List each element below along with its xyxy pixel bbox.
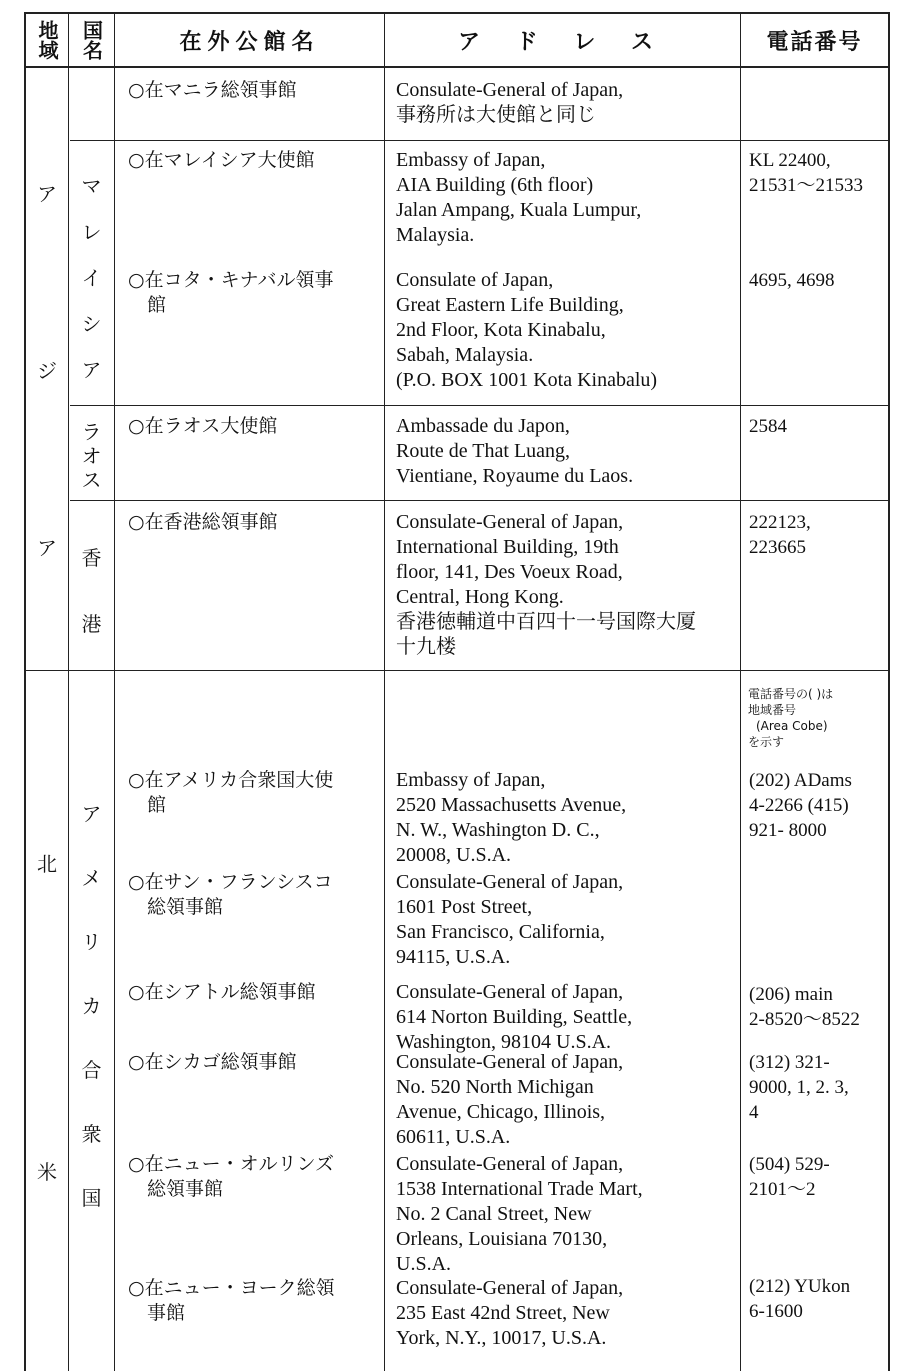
note-line: を示す — [748, 735, 785, 749]
mission-name — [128, 1276, 335, 1326]
rule-malaysia-laos — [70, 405, 888, 406]
mission-address — [396, 268, 657, 393]
mission-col-rule — [384, 12, 385, 1371]
rule-laos-hongkong — [70, 500, 888, 501]
mission-line: ○在マニラ総領事館 — [128, 79, 297, 101]
address-line: No. 520 North Michigan — [396, 1076, 594, 1098]
country-usa — [69, 798, 114, 1211]
phone-line: KL 22400, — [749, 150, 831, 171]
address-line: (P.O. BOX 1001 Kota Kinabalu) — [396, 369, 658, 391]
mission-address — [396, 414, 633, 489]
address-line: Consulate-General of Japan, — [396, 1153, 624, 1175]
address-line: Embassy of Japan, — [396, 149, 546, 171]
mission-name — [128, 1050, 297, 1075]
phone-line: (206) main — [749, 984, 833, 1005]
phone-line: (504) 529- — [749, 1154, 830, 1175]
header-phone-text: 電話番号 — [766, 29, 863, 55]
address-line: York, N.Y., 10017, U.S.A. — [396, 1327, 607, 1349]
country-malaysia — [69, 170, 114, 383]
mission-name — [128, 268, 333, 318]
region-char: ア — [37, 182, 57, 206]
region-char: 米 — [37, 1160, 57, 1184]
address-line: 20008, U.S.A. — [396, 844, 512, 866]
phone-line: (312) 321- — [749, 1052, 830, 1073]
mission-address — [396, 1152, 643, 1277]
mission-name — [128, 870, 333, 920]
country-col-rule — [114, 12, 115, 1371]
mission-line: 総領事館 — [128, 896, 224, 918]
right-border — [888, 12, 890, 1371]
address-line: N. W., Washington D. C., — [396, 819, 600, 841]
rule-asia-northamerica — [24, 670, 890, 671]
country-char: ラ — [81, 420, 102, 444]
address-line: 2520 Massachusetts Avenue, — [396, 794, 627, 816]
mission-line: ○在ニュー・オルリンズ — [128, 1153, 335, 1175]
country-char: 香 — [81, 546, 102, 570]
mission-address — [396, 78, 623, 128]
mission-phone — [749, 1050, 849, 1125]
rule-manila-malaysia — [70, 140, 888, 141]
address-line: Consulate-General of Japan, — [396, 79, 624, 101]
mission-line: 館 — [128, 794, 167, 816]
mission-address — [396, 1050, 623, 1150]
mission-phone — [749, 268, 835, 293]
address-line: Consulate-General of Japan, — [396, 981, 624, 1003]
address-line: 1601 Post Street, — [396, 896, 533, 918]
address-line: Orleans, Louisiana 70130, — [396, 1228, 608, 1250]
country-char: ア — [81, 802, 102, 826]
phone-line: 4695, 4698 — [749, 270, 835, 291]
phone-line: 4-2266 (415) — [749, 795, 849, 816]
mission-line: 事館 — [128, 1302, 186, 1324]
mission-phone — [749, 768, 852, 843]
mission-address — [396, 148, 641, 248]
address-line: International Building, 19th — [396, 536, 619, 558]
address-line: No. 2 Canal Street, New — [396, 1203, 592, 1225]
header-phone — [741, 14, 888, 66]
address-line: Consulate-General of Japan, — [396, 1051, 624, 1073]
mission-name — [128, 148, 315, 173]
phone-line: (202) ADams — [749, 770, 852, 791]
header-address-text: ア ド レ ス — [458, 29, 667, 55]
address-line: Ambassade du Japon, — [396, 415, 570, 437]
header-rule — [24, 66, 890, 68]
mission-address — [396, 510, 696, 660]
phone-line: 2584 — [749, 416, 787, 437]
address-line: U.S.A. — [396, 1253, 452, 1275]
mission-address — [396, 870, 623, 970]
mission-line: ○在アメリカ合衆国大使 — [128, 769, 334, 791]
mission-line: 館 — [128, 294, 167, 316]
phone-line: 2101～2 — [749, 1179, 816, 1200]
address-line: floor, 141, Des Voeux Road, — [396, 561, 623, 583]
address-line: Route de That Luang, — [396, 440, 571, 462]
address-line: Sabah, Malaysia. — [396, 344, 534, 366]
phone-line: (212) YUkon — [749, 1276, 851, 1297]
country-char: ス — [81, 468, 102, 492]
address-line: Embassy of Japan, — [396, 769, 546, 791]
country-char: 港 — [81, 612, 102, 636]
header-address — [385, 14, 740, 66]
region-north-america — [26, 848, 68, 1185]
header-mission-text: 在外公館名 — [179, 29, 320, 55]
note-line: 地域番号 — [748, 703, 797, 717]
mission-phone — [749, 148, 863, 198]
mission-name — [128, 768, 333, 818]
country-char: 衆 — [81, 1122, 102, 1146]
country-char: イ — [81, 266, 102, 290]
phone-line: 223665 — [749, 537, 806, 558]
mission-line: ○在サン・フランシスコ — [128, 871, 333, 893]
address-line: 2nd Floor, Kota Kinabalu, — [396, 319, 606, 341]
address-line: Consulate-General of Japan, — [396, 871, 624, 893]
country-laos — [69, 420, 114, 492]
mission-name — [128, 510, 278, 535]
address-line: AIA Building (6th floor) — [396, 174, 594, 196]
country-char: メ — [81, 866, 102, 890]
header-country — [69, 14, 114, 66]
address-line: Consulate of Japan, — [396, 269, 554, 291]
region-char: ア — [37, 536, 57, 560]
mission-name — [128, 980, 316, 1005]
country-hongkong — [69, 542, 114, 637]
mission-phone — [749, 1152, 830, 1202]
address-line: Jalan Ampang, Kuala Lumpur, — [396, 199, 642, 221]
mission-phone — [749, 414, 787, 439]
mission-line: ○在シアトル総領事館 — [128, 981, 316, 1003]
address-line: Vientiane, Royaume du Laos. — [396, 465, 634, 487]
mission-line: ○在シカゴ総領事館 — [128, 1051, 297, 1073]
mission-line: ○在コタ・キナバル領事 — [128, 269, 334, 291]
address-line: 235 East 42nd Street, New — [396, 1302, 610, 1324]
note-line: (Area Cobe) — [756, 719, 828, 733]
mission-line: ○在ニュー・ヨーク総領 — [128, 1277, 335, 1299]
header-country-text: 国名 — [79, 20, 104, 60]
phone-line: 4 — [749, 1102, 759, 1123]
region-char: 北 — [37, 852, 57, 876]
address-line: Consulate-General of Japan, — [396, 511, 624, 533]
mission-address — [396, 768, 626, 868]
address-line: Great Eastern Life Building, — [396, 294, 624, 316]
address-line: 香港徳輔道中百四十一号国際大厦 — [396, 611, 696, 633]
phone-area-code-note — [748, 686, 833, 750]
address-col-rule — [740, 12, 741, 1371]
country-char: ア — [81, 358, 102, 382]
phone-line: 2-8520～8522 — [749, 1009, 860, 1030]
phone-line: 21531～21533 — [749, 175, 864, 196]
header-mission — [115, 14, 384, 66]
region-asia — [26, 178, 68, 561]
region-char: ジ — [37, 359, 57, 383]
phone-line: 6-1600 — [749, 1301, 803, 1322]
header-region — [26, 14, 68, 66]
address-line: 614 Norton Building, Seattle, — [396, 1006, 633, 1028]
address-line: 94115, U.S.A. — [396, 946, 511, 968]
mission-phone — [749, 1274, 850, 1324]
country-char: 国 — [81, 1186, 102, 1210]
phone-line: 921- 8000 — [749, 820, 827, 841]
mission-line: ○在ラオス大使館 — [128, 415, 278, 437]
phone-line: 222123, — [749, 512, 811, 533]
address-line: San Francisco, California, — [396, 921, 605, 943]
address-line: Central, Hong Kong. — [396, 586, 564, 608]
mission-address — [396, 980, 632, 1055]
address-line: 事務所は大使館と同じ — [396, 104, 596, 126]
note-line: 電話番号の( )は — [748, 687, 834, 701]
country-char: オ — [81, 444, 102, 468]
address-line: 60611, U.S.A. — [396, 1126, 511, 1148]
mission-phone — [749, 510, 811, 560]
mission-address — [396, 1276, 623, 1351]
address-line: 十九楼 — [396, 636, 456, 658]
mission-name — [128, 78, 297, 103]
mission-line: ○在マレイシア大使館 — [128, 149, 315, 171]
country-char: シ — [81, 312, 102, 336]
country-char: レ — [81, 220, 102, 244]
mission-name — [128, 1152, 334, 1202]
mission-phone — [749, 982, 860, 1032]
header-region-text: 地域 — [35, 20, 59, 60]
address-line: Malaysia. — [396, 224, 475, 246]
mission-line: 総領事館 — [128, 1178, 224, 1200]
address-line: 1538 International Trade Mart, — [396, 1178, 643, 1200]
address-line: Avenue, Chicago, Illinois, — [396, 1101, 606, 1123]
country-char: 合 — [81, 1058, 102, 1082]
phone-line: 9000, 1, 2. 3, — [749, 1077, 849, 1098]
address-line: Washington, 98104 U.S.A. — [396, 1031, 612, 1053]
country-char: カ — [81, 994, 102, 1018]
country-char: リ — [81, 930, 102, 954]
mission-line: ○在香港総領事館 — [128, 511, 278, 533]
country-char: マ — [81, 174, 102, 198]
mission-name — [128, 414, 277, 439]
address-line: Consulate-General of Japan, — [396, 1277, 624, 1299]
